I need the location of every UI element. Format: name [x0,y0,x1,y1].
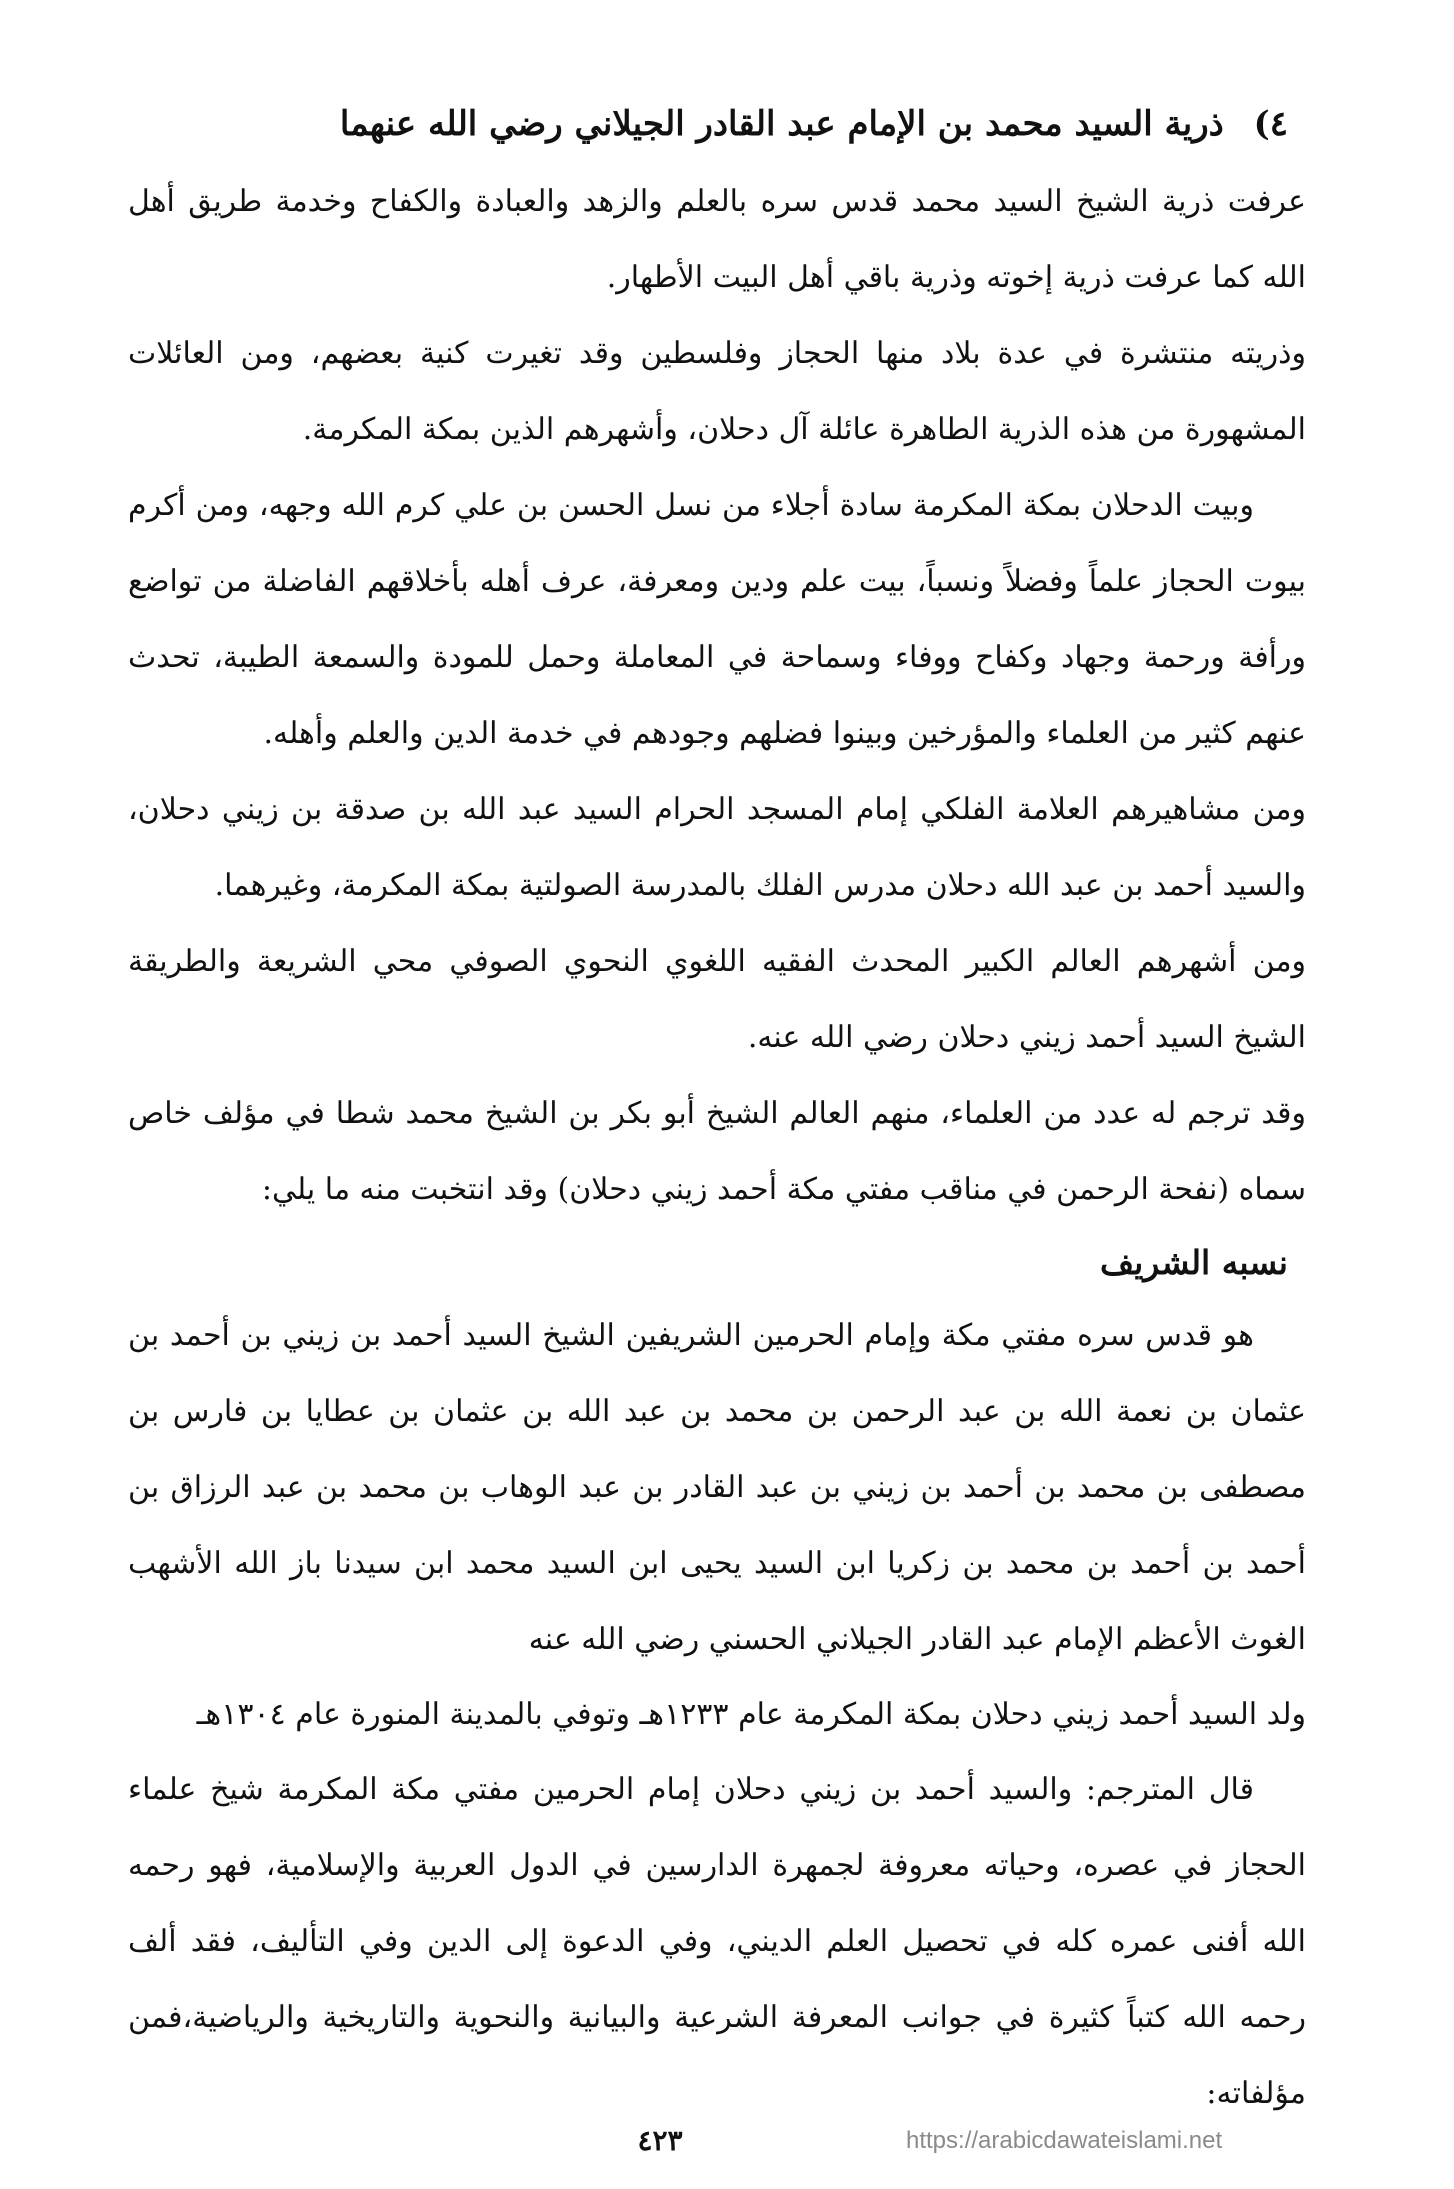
paragraph-1: عرفت ذرية الشيخ السيد محمد قدس سره بالعلم والزهد والعبادة والكفاح وخدمة طريق أهل الله كما عرفت ذرية إخوته وذرية باقي أهل البيت الأطهار. [128,184,1306,295]
watermark-url: https://arabicdawateislami.net [906,2127,1223,2154]
translator-paragraph: قال المترجم: والسيد أحمد بن زيني دحلان إمام الحرمين مفتي مكة المكرمة شيخ علماء الحجاز في عصره، وحياته معروفة لجمهرة الدارسين في الدول العربية والإسلامية، فهو رحمه الله أفنى عمره كله في تحصيل العلم الديني، وفي الدعوة إلى الدين وفي التأليف، فقد ألف رحمه الله كتباً كثيرة في جوانب المعرفة الشرعية والبيانية والنحوية والتاريخية والرياضية،فمن مؤلفاته: [128,1772,1306,2111]
paragraph-2: وذريته منتشرة في عدة بلاد منها الحجاز وفلسطين وقد تغيرت كنية بعضهم، ومن العائلات المشهورة من هذه الذرية الطاهرة عائلة آل دحلان، وأشهرهم الذين بمكة المكرمة. [128,336,1306,447]
page-number: ٤٢٣ [637,2124,683,2157]
book-page [128,96,1306,2132]
section-heading [128,96,1288,152]
lineage-subheading: نسبه الشريف [1100,1243,1288,1282]
paragraph-6: وقد ترجم له عدد من العلماء، منهم العالم الشيخ أبو بكر بن الشيخ محمد شطا في مؤلف خاص سماه (نفحة الرحمن في مناقب مفتي مكة أحمد زيني دحلان) وقد انتخبت منه ما يلي: [128,1096,1306,1207]
section-number: ٤) [1253,104,1288,144]
paragraph-5: ومن أشهرهم العالم الكبير المحدث الفقيه اللغوي النحوي الصوفي محي الشريعة والطريقة الشيخ السيد أحمد زيني دحلان رضي الله عنه. [128,944,1306,1055]
paragraph-3: وبيت الدحلان بمكة المكرمة سادة أجلاء من نسل الحسن بن علي كرم الله وجهه، ومن أكرم بيوت الحجاز علماً وفضلاً ونسباً، بيت علم ودين ومعرفة، عرف أهله بأخلاقهم الفاضلة من تواضع ورأفة ورحمة وجهاد وكفاح ووفاء وسماحة في المعاملة وحمل للمودة والسمعة الطيبة، تحدث عنهم كثير من العلماء والمؤرخين وبينوا فضلهم وجودهم في خدمة الدين والعلم وأهله. [128,488,1306,751]
section-title: ذرية السيد محمد بن الإمام عبد القادر الجيلاني رضي الله عنهما [339,104,1224,144]
paragraph-4: ومن مشاهيرهم العلامة الفلكي إمام المسجد الحرام السيد عبد الله بن صدقة بن زيني دحلان، والسيد أحمد بن عبد الله دحلان مدرس الفلك بالمدرسة الصولتية بمكة المكرمة، وغيرهما. [128,792,1306,903]
lineage-paragraph: هو قدس سره مفتي مكة وإمام الحرمين الشريفين الشيخ السيد أحمد بن زيني بن أحمد بن عثمان بن نعمة الله بن عبد الرحمن بن محمد بن عبد الله بن عثمان بن عطايا بن فارس بن مصطفى بن محمد بن أحمد بن زيني بن عبد القادر بن عبد الوهاب بن محمد بن عبد الرزاق بن أحمد بن أحمد بن محمد بن زكريا ابن السيد يحيى ابن السيد محمد ابن سيدنا باز الله الأشهب الغوث الأعظم الإمام عبد القادر الجيلاني الحسني رضي الله عنه [128,1318,1306,1657]
birth-paragraph: ولد السيد أحمد زيني دحلان بمكة المكرمة عام ١٢٣٣هـ وتوفي بالمدينة المنورة عام ١٣٠٤هـ [196,1697,1306,1732]
